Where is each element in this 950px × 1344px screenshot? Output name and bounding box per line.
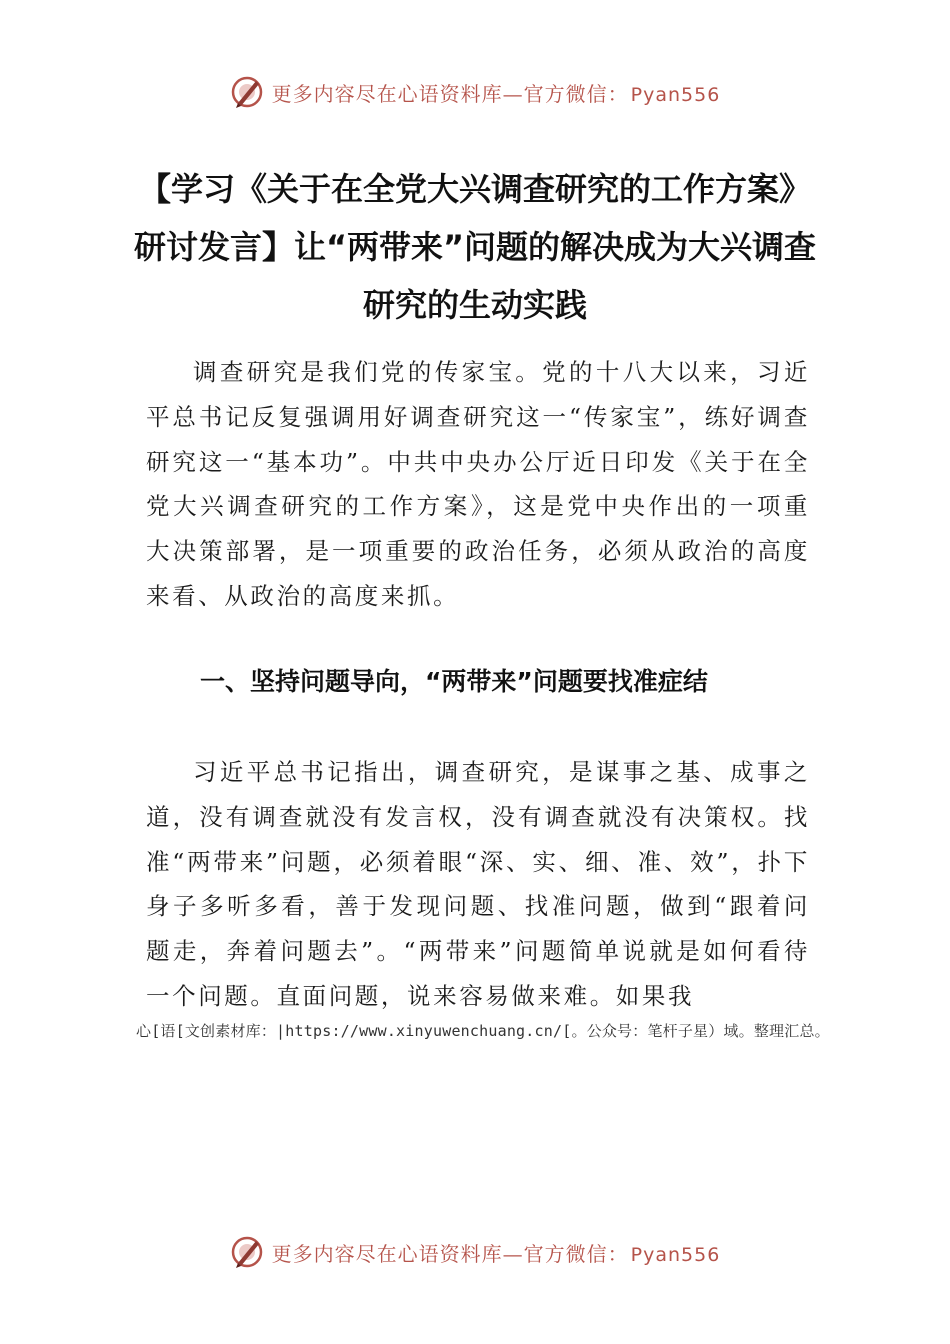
section-heading-1: 一、坚持问题导向，“两带来”问题要找准症结 [200,667,708,696]
body-paragraph-2: 习近平总书记指出，调查研究，是谋事之基、成事之道，没有调查就没有发言权，没有调查就没有决策权。找准“两带来”问题，必须着眼“深、实、细、准、效”，扑下身子多听多看，善于发现问题、找准问题，做到“跟着问题走，奔着问题去”。“两带来”问题简单说就是如何看待一个问题。直面问题，说来容易做来难。如果我 [146,758,810,1010]
pen-logo-icon [230,75,264,109]
pen-logo-icon [230,1235,264,1269]
watermark-text: 更多内容尽在心语资料库—官方微信： Pyan556 [271,1241,721,1266]
watermark-text: 更多内容尽在心语资料库—官方微信： Pyan556 [271,81,721,106]
source-note: 心[语[文创素材库：|https://www.xinyuwenchuang.cn/[。公众号：笔杆子星）域。整理汇总。 [136,1022,830,1040]
body-paragraph-1: 调查研究是我们党的传家宝。党的十八大以来，习近平总书记反复强调用好调查研究这一“传家宝”，练好调查研究这一“基本功”。中共中央办公厅近日印发《关于在全党大兴调查研究的工作方案》，这是党中央作出的一项重大决策部署，是一项重要的政治任务，必须从政治的高度来看、从政治的高度来抓。 [146,358,810,610]
header-watermark [0,72,950,112]
footer-watermark [0,1232,950,1272]
document-title: 【学习《关于在全党大兴调查研究的工作方案》研讨发言】让“两带来”问题的解决成为大兴调查研究的生动实践 [133,170,817,324]
